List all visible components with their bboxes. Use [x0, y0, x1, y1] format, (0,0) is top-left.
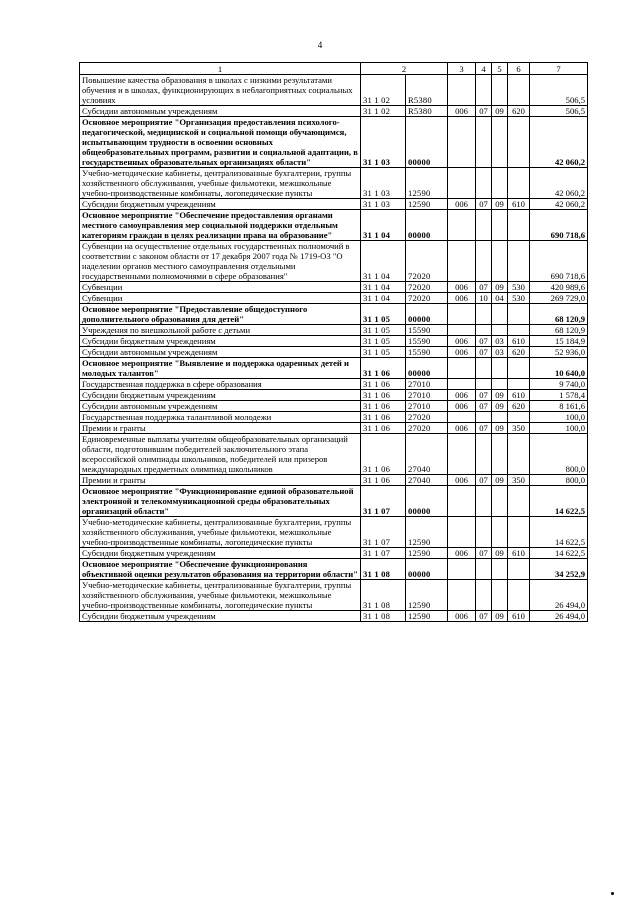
row-program-code: 31 1 05	[361, 304, 406, 325]
header-col-3: 3	[448, 63, 476, 75]
row-expense-type	[508, 486, 530, 517]
row-ministry-code	[448, 379, 476, 390]
row-amount: 14 622,5	[530, 517, 588, 548]
row-subsection-code	[492, 434, 508, 475]
row-section-code: 07	[476, 401, 492, 412]
row-direction-code: 27010	[406, 390, 448, 401]
row-ministry-code	[448, 434, 476, 475]
row-ministry-code	[448, 304, 476, 325]
row-description: Субсидии бюджетным учреждениям	[80, 390, 361, 401]
row-expense-type	[508, 412, 530, 423]
row-amount: 52 936,0	[530, 347, 588, 358]
row-description: Учебно-методические кабинеты, централизованные бухгалтерии, группы хозяйственного обслуживания, учебные фильмотеки, межшкольные учебно-производственные комбинаты, логопедические пункты	[80, 168, 361, 199]
row-subsection-code	[492, 379, 508, 390]
row-description: Субвенции	[80, 282, 361, 293]
row-description: Субсидии бюджетным учреждениям	[80, 611, 361, 622]
row-section-code: 07	[476, 106, 492, 117]
table-row	[80, 401, 588, 412]
row-subsection-code: 09	[492, 390, 508, 401]
row-description: Премии и гранты	[80, 423, 361, 434]
row-direction-code: 15590	[406, 336, 448, 347]
budget-table	[79, 62, 588, 622]
row-program-code: 31 1 06	[361, 434, 406, 475]
row-section-code	[476, 486, 492, 517]
row-amount: 15 184,9	[530, 336, 588, 347]
row-expense-type: 610	[508, 336, 530, 347]
row-program-code: 31 1 04	[361, 293, 406, 304]
table-row	[80, 580, 588, 611]
row-description: Субвенции на осуществление отдельных государственных полномочий в соответствии с законом области от 17 декабря 2007 года № 1719-ОЗ "О наделении органов местного самоуправления отдельными государственными полномочиями в сфере образования"	[80, 241, 361, 282]
row-ministry-code: 006	[448, 106, 476, 117]
row-amount: 68 120,9	[530, 304, 588, 325]
row-direction-code: R5380	[406, 106, 448, 117]
row-section-code	[476, 210, 492, 241]
row-direction-code: R5380	[406, 75, 448, 106]
row-description: Учебно-методические кабинеты, централизованные бухгалтерии, группы хозяйственного обслуживания, учебные фильмотеки, межшкольные учебно-производственные комбинаты, логопедические пункты	[80, 580, 361, 611]
row-amount: 42 060,2	[530, 168, 588, 199]
row-subsection-code: 09	[492, 475, 508, 486]
row-direction-code: 00000	[406, 210, 448, 241]
row-program-code: 31 1 03	[361, 168, 406, 199]
row-subsection-code	[492, 325, 508, 336]
row-direction-code: 00000	[406, 117, 448, 168]
row-amount: 8 161,6	[530, 401, 588, 412]
row-description: Единовременные выплаты учителям общеобразовательных организаций области, подготовившим победителей заключительного этапа всероссийской олимпиады школьников, победителей или призеров международных предметных олимпиад школьников	[80, 434, 361, 475]
row-expense-type	[508, 168, 530, 199]
table-row	[80, 611, 588, 622]
row-program-code: 31 1 04	[361, 282, 406, 293]
row-expense-type: 350	[508, 423, 530, 434]
row-ministry-code	[448, 486, 476, 517]
row-subsection-code: 03	[492, 336, 508, 347]
row-description: Основное мероприятие "Организация предоставления психолого-педагогической, медицинской и социальной помощи обучающимся, испытывающим трудности в освоении основных общеобразовательных программ, развитии и социальной адаптации, в государственных образовательных организациях области"	[80, 117, 361, 168]
row-expense-type	[508, 580, 530, 611]
row-description: Субсидии бюджетным учреждениям	[80, 548, 361, 559]
table-row	[80, 548, 588, 559]
row-subsection-code	[492, 580, 508, 611]
header-col-6: 6	[508, 63, 530, 75]
row-section-code: 07	[476, 423, 492, 434]
row-direction-code: 27010	[406, 379, 448, 390]
row-ministry-code: 006	[448, 423, 476, 434]
row-ministry-code	[448, 412, 476, 423]
row-direction-code: 12590	[406, 580, 448, 611]
row-expense-type	[508, 75, 530, 106]
row-direction-code: 12590	[406, 517, 448, 548]
header-col-7: 7	[530, 63, 588, 75]
table-row	[80, 486, 588, 517]
row-description: Основное мероприятие "Обеспечение предоставления органами местного самоуправления мер социальной поддержки отдельным категориям граждан в целях реализации права на образование"	[80, 210, 361, 241]
table-row	[80, 336, 588, 347]
table-row	[80, 434, 588, 475]
row-section-code: 07	[476, 548, 492, 559]
table-row	[80, 117, 588, 168]
row-amount: 1 578,4	[530, 390, 588, 401]
header-col-2: 2	[361, 63, 448, 75]
row-ministry-code	[448, 559, 476, 580]
row-section-code: 07	[476, 199, 492, 210]
table-row	[80, 168, 588, 199]
table-row	[80, 475, 588, 486]
row-section-code	[476, 117, 492, 168]
row-program-code: 31 1 08	[361, 559, 406, 580]
table-row	[80, 106, 588, 117]
row-amount: 68 120,9	[530, 325, 588, 336]
row-program-code: 31 1 02	[361, 75, 406, 106]
row-ministry-code	[448, 75, 476, 106]
table-row	[80, 325, 588, 336]
header-col-1: 1	[80, 63, 361, 75]
row-program-code: 31 1 06	[361, 401, 406, 412]
row-program-code: 31 1 06	[361, 358, 406, 379]
row-program-code: 31 1 06	[361, 475, 406, 486]
table-row	[80, 379, 588, 390]
row-amount: 506,5	[530, 106, 588, 117]
row-program-code: 31 1 02	[361, 106, 406, 117]
row-amount: 10 640,0	[530, 358, 588, 379]
table-row	[80, 347, 588, 358]
row-section-code	[476, 517, 492, 548]
row-amount: 269 729,0	[530, 293, 588, 304]
row-program-code: 31 1 07	[361, 517, 406, 548]
row-ministry-code	[448, 168, 476, 199]
row-subsection-code	[492, 559, 508, 580]
row-amount: 800,0	[530, 475, 588, 486]
row-amount: 42 060,2	[530, 117, 588, 168]
row-subsection-code: 09	[492, 423, 508, 434]
row-direction-code: 27020	[406, 412, 448, 423]
row-section-code	[476, 580, 492, 611]
row-subsection-code	[492, 358, 508, 379]
row-description: Основное мероприятие "Выявление и поддержка одаренных детей и молодых талантов"	[80, 358, 361, 379]
row-direction-code: 12590	[406, 168, 448, 199]
row-program-code: 31 1 08	[361, 611, 406, 622]
row-section-code	[476, 379, 492, 390]
row-subsection-code: 09	[492, 282, 508, 293]
table-row	[80, 559, 588, 580]
row-program-code: 31 1 06	[361, 379, 406, 390]
row-description: Государственная поддержка в сфере образования	[80, 379, 361, 390]
row-amount: 26 494,0	[530, 580, 588, 611]
row-program-code: 31 1 03	[361, 117, 406, 168]
row-amount: 100,0	[530, 423, 588, 434]
row-description: Премии и гранты	[80, 475, 361, 486]
row-expense-type: 350	[508, 475, 530, 486]
row-subsection-code: 09	[492, 401, 508, 412]
row-expense-type	[508, 304, 530, 325]
row-section-code: 10	[476, 293, 492, 304]
table-row	[80, 304, 588, 325]
row-ministry-code: 006	[448, 282, 476, 293]
row-ministry-code	[448, 241, 476, 282]
row-subsection-code: 09	[492, 548, 508, 559]
row-description: Основное мероприятие "Предоставление общедоступного дополнительного образования для детей"	[80, 304, 361, 325]
row-ministry-code	[448, 580, 476, 611]
row-subsection-code	[492, 117, 508, 168]
table-row	[80, 282, 588, 293]
row-description: Субсидии автономным учреждениям	[80, 401, 361, 412]
row-ministry-code	[448, 117, 476, 168]
row-expense-type: 620	[508, 401, 530, 412]
row-description: Основное мероприятие "Обеспечение функционирования объективной оценки результатов образования на территории области"	[80, 559, 361, 580]
row-expense-type	[508, 325, 530, 336]
row-direction-code: 00000	[406, 358, 448, 379]
row-section-code	[476, 434, 492, 475]
row-amount: 14 622,5	[530, 486, 588, 517]
table-row	[80, 210, 588, 241]
row-ministry-code: 006	[448, 336, 476, 347]
row-description: Повышение качества образования в школах с низкими результатами обучения и в школах, функционирующих в неблагоприятных социальных условиях	[80, 75, 361, 106]
row-program-code: 31 1 06	[361, 390, 406, 401]
row-expense-type: 610	[508, 548, 530, 559]
row-section-code	[476, 241, 492, 282]
row-amount: 26 494,0	[530, 611, 588, 622]
table-row	[80, 358, 588, 379]
row-ministry-code	[448, 210, 476, 241]
row-description: Основное мероприятие "Функционирование единой образовательной электронной и телекоммуникационной среды образовательных организаций области"	[80, 486, 361, 517]
row-ministry-code: 006	[448, 199, 476, 210]
row-description: Субсидии бюджетным учреждениям	[80, 199, 361, 210]
row-program-code: 31 1 04	[361, 241, 406, 282]
row-subsection-code: 03	[492, 347, 508, 358]
row-ministry-code: 006	[448, 293, 476, 304]
row-section-code: 07	[476, 336, 492, 347]
row-ministry-code	[448, 358, 476, 379]
row-amount: 420 989,6	[530, 282, 588, 293]
row-direction-code: 12590	[406, 199, 448, 210]
row-ministry-code: 006	[448, 401, 476, 412]
row-amount: 690 718,6	[530, 241, 588, 282]
row-section-code	[476, 168, 492, 199]
row-subsection-code	[492, 75, 508, 106]
row-section-code	[476, 412, 492, 423]
row-expense-type: 530	[508, 293, 530, 304]
row-subsection-code: 09	[492, 199, 508, 210]
row-amount: 690 718,6	[530, 210, 588, 241]
row-direction-code: 15590	[406, 347, 448, 358]
row-program-code: 31 1 07	[361, 486, 406, 517]
scan-mark	[611, 892, 614, 895]
row-description: Государственная поддержка талантливой молодежи	[80, 412, 361, 423]
row-expense-type	[508, 379, 530, 390]
row-section-code	[476, 304, 492, 325]
row-amount: 800,0	[530, 434, 588, 475]
row-direction-code: 27020	[406, 423, 448, 434]
row-ministry-code: 006	[448, 611, 476, 622]
table-row	[80, 517, 588, 548]
row-description: Учебно-методические кабинеты, централизованные бухгалтерии, группы хозяйственного обслуживания, учебные фильмотеки, межшкольные учебно-производственные комбинаты, логопедические пункты	[80, 517, 361, 548]
row-subsection-code: 09	[492, 106, 508, 117]
row-subsection-code	[492, 486, 508, 517]
row-program-code: 31 1 06	[361, 412, 406, 423]
row-amount: 34 252,9	[530, 559, 588, 580]
row-section-code	[476, 75, 492, 106]
row-expense-type	[508, 117, 530, 168]
row-expense-type: 610	[508, 199, 530, 210]
header-col-5: 5	[492, 63, 508, 75]
row-description: Учреждения по внешкольной работе с детьми	[80, 325, 361, 336]
table-row	[80, 293, 588, 304]
row-expense-type: 620	[508, 106, 530, 117]
row-amount: 9 740,0	[530, 379, 588, 390]
row-expense-type	[508, 358, 530, 379]
row-direction-code: 72020	[406, 293, 448, 304]
row-direction-code: 12590	[406, 548, 448, 559]
row-expense-type	[508, 559, 530, 580]
row-subsection-code: 09	[492, 611, 508, 622]
row-section-code: 07	[476, 282, 492, 293]
table-row	[80, 199, 588, 210]
row-section-code: 07	[476, 390, 492, 401]
table-row	[80, 423, 588, 434]
row-subsection-code	[492, 210, 508, 241]
row-ministry-code	[448, 517, 476, 548]
row-subsection-code	[492, 304, 508, 325]
row-ministry-code: 006	[448, 390, 476, 401]
row-expense-type	[508, 210, 530, 241]
header-row	[80, 63, 588, 75]
row-direction-code: 72020	[406, 282, 448, 293]
row-direction-code: 00000	[406, 304, 448, 325]
table-row	[80, 390, 588, 401]
row-direction-code: 27040	[406, 475, 448, 486]
row-ministry-code: 006	[448, 347, 476, 358]
row-program-code: 31 1 05	[361, 336, 406, 347]
table-row	[80, 75, 588, 106]
row-section-code	[476, 325, 492, 336]
row-section-code	[476, 358, 492, 379]
row-program-code: 31 1 07	[361, 548, 406, 559]
row-amount: 14 622,5	[530, 548, 588, 559]
row-section-code: 07	[476, 611, 492, 622]
row-section-code: 07	[476, 347, 492, 358]
row-expense-type	[508, 241, 530, 282]
row-expense-type: 610	[508, 611, 530, 622]
row-description: Субсидии автономным учреждениям	[80, 106, 361, 117]
row-description: Субвенции	[80, 293, 361, 304]
row-direction-code: 12590	[406, 611, 448, 622]
table-body	[80, 75, 588, 622]
row-direction-code: 15590	[406, 325, 448, 336]
row-expense-type: 610	[508, 390, 530, 401]
page-number: 4	[317, 40, 323, 50]
row-program-code: 31 1 05	[361, 347, 406, 358]
row-subsection-code	[492, 412, 508, 423]
row-direction-code: 27010	[406, 401, 448, 412]
row-description: Субсидии автономным учреждениям	[80, 347, 361, 358]
row-program-code: 31 1 03	[361, 199, 406, 210]
row-program-code: 31 1 06	[361, 423, 406, 434]
row-program-code: 31 1 05	[361, 325, 406, 336]
row-program-code: 31 1 08	[361, 580, 406, 611]
row-ministry-code	[448, 325, 476, 336]
row-subsection-code	[492, 168, 508, 199]
header-col-4: 4	[476, 63, 492, 75]
row-subsection-code: 04	[492, 293, 508, 304]
row-direction-code: 00000	[406, 559, 448, 580]
row-expense-type: 530	[508, 282, 530, 293]
row-description: Субсидии бюджетным учреждениям	[80, 336, 361, 347]
row-program-code: 31 1 04	[361, 210, 406, 241]
row-subsection-code	[492, 517, 508, 548]
row-amount: 506,5	[530, 75, 588, 106]
row-direction-code: 00000	[406, 486, 448, 517]
row-subsection-code	[492, 241, 508, 282]
row-ministry-code: 006	[448, 548, 476, 559]
row-direction-code: 27040	[406, 434, 448, 475]
table-row	[80, 412, 588, 423]
row-expense-type	[508, 434, 530, 475]
row-amount: 100,0	[530, 412, 588, 423]
row-expense-type	[508, 517, 530, 548]
table-row	[80, 241, 588, 282]
row-expense-type: 620	[508, 347, 530, 358]
row-section-code	[476, 559, 492, 580]
row-ministry-code: 006	[448, 475, 476, 486]
row-direction-code: 72020	[406, 241, 448, 282]
row-amount: 42 060,2	[530, 199, 588, 210]
row-section-code: 07	[476, 475, 492, 486]
